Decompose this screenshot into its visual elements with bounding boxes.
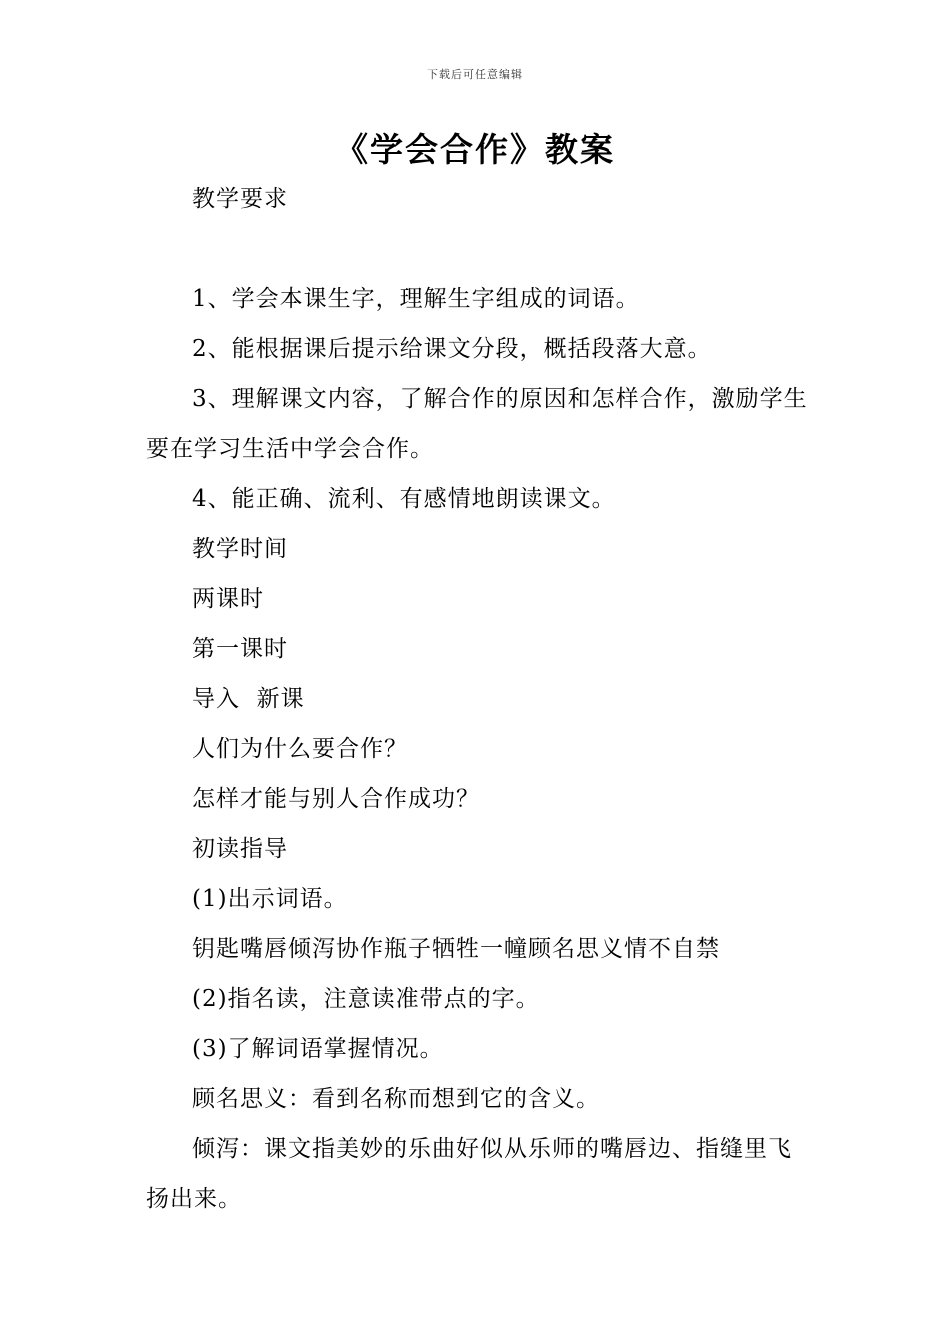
paragraph-question-1: 人们为什么要合作？ bbox=[192, 736, 408, 762]
paragraph-introduction: 导入 新课 bbox=[192, 686, 305, 712]
paragraph-definition-1: 顾名思义：看到名称而想到它的含义。 bbox=[192, 1086, 600, 1112]
paragraph-word-list: 钥匙嘴唇倾泻协作瓶子牺牲一幢顾名思义情不自禁 bbox=[192, 936, 720, 962]
blank-line bbox=[146, 224, 810, 274]
paragraph-teaching-requirements: 教学要求 bbox=[192, 186, 288, 212]
document-title: 《学会合作》教案 bbox=[335, 130, 615, 169]
paragraph-first-period: 第一课时 bbox=[192, 636, 288, 662]
paragraph-two-periods: 两课时 bbox=[192, 586, 264, 612]
document-body bbox=[146, 174, 810, 1224]
paragraph-step-1: (1)出示词语。 bbox=[192, 886, 348, 912]
paragraph-item-2: 2、能根据课后提示给课文分段，概括段落大意。 bbox=[192, 336, 712, 362]
paragraph-teaching-time: 教学时间 bbox=[192, 536, 288, 562]
paragraph-initial-reading: 初读指导 bbox=[192, 836, 288, 862]
paragraph-question-2: 怎样才能与别人合作成功？ bbox=[192, 786, 480, 812]
paragraph-item-1: 1、学会本课生字，理解生字组成的词语。 bbox=[192, 286, 640, 312]
paragraph-item-4: 4、能正确、流利、有感情地朗读课文。 bbox=[192, 486, 616, 512]
paragraph-item-3: 3、理解课文内容，了解合作的原因和怎样合作，激励学生要在学习生活中学会合作。 bbox=[146, 386, 808, 462]
header-note: 下载后可任意编辑 bbox=[427, 68, 523, 81]
paragraph-definition-2: 倾泻：课文指美妙的乐曲好似从乐师的嘴唇边、指缝里飞扬出来。 bbox=[146, 1136, 792, 1212]
paragraph-step-3: (3)了解词语掌握情况。 bbox=[192, 1036, 444, 1062]
paragraph-step-2: (2)指名读，注意读准带点的字。 bbox=[192, 986, 540, 1012]
